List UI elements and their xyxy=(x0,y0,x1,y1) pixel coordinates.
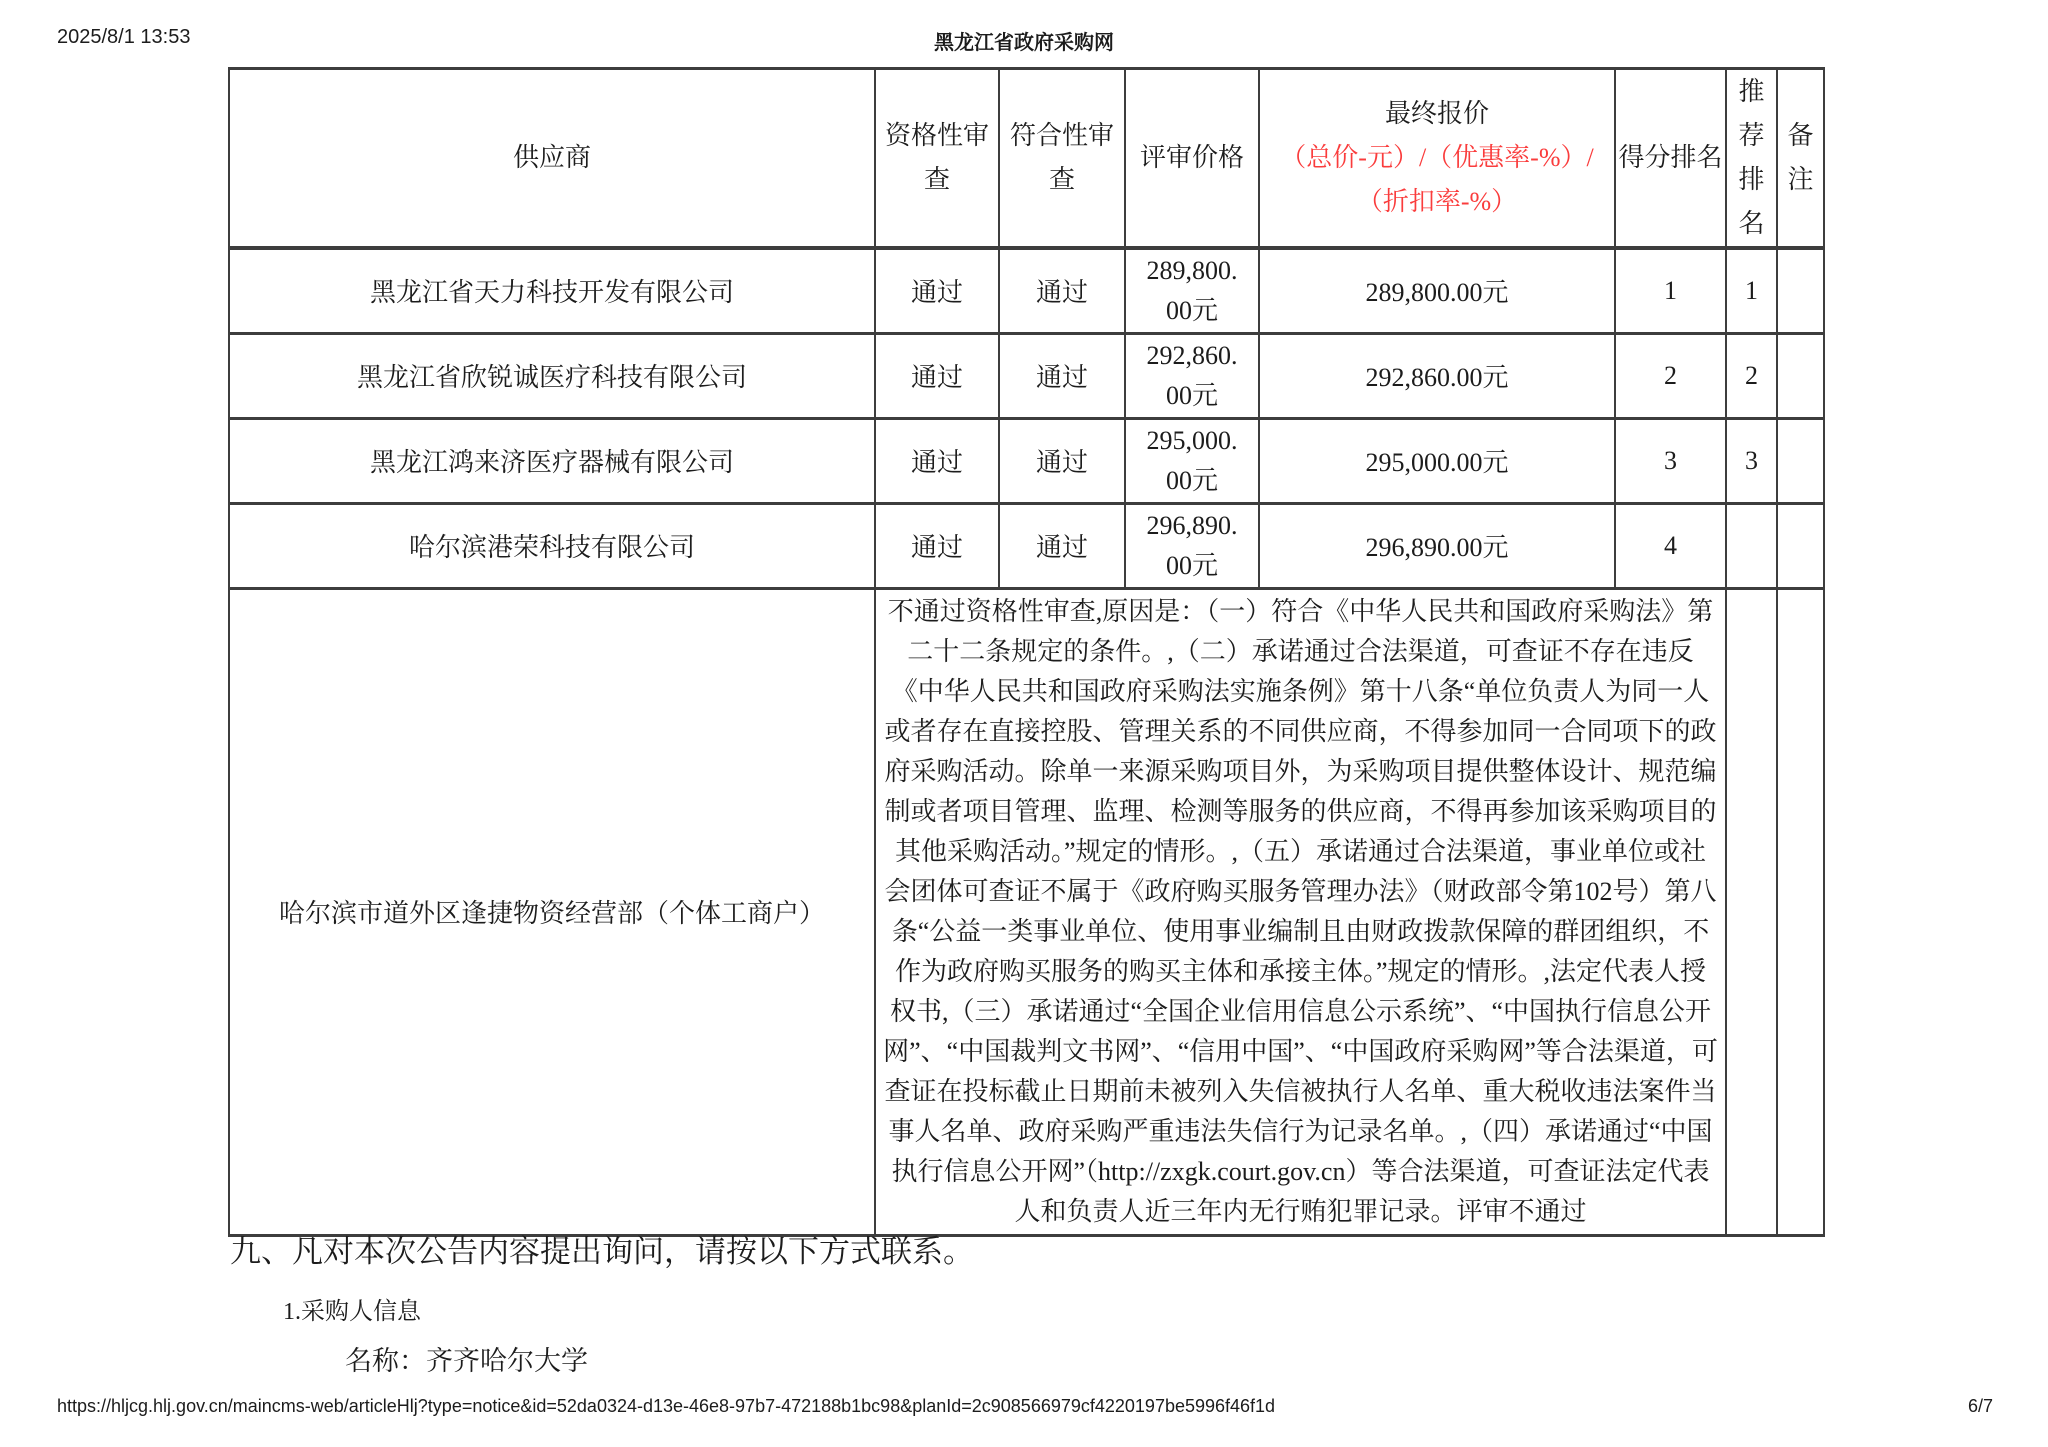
cell-remark xyxy=(1777,503,1824,588)
evaluation-table xyxy=(228,67,1825,1237)
cell-supplier: 黑龙江鸿来济医疗器械有限公司 xyxy=(229,418,875,503)
cell-compliance: 通过 xyxy=(999,418,1125,503)
cell-supplier: 哈尔滨市道外区逢捷物资经营部（个体工商户） xyxy=(229,588,875,1235)
cell-remark xyxy=(1777,248,1824,333)
cell-review-price xyxy=(1125,503,1259,588)
cell-supplier: 哈尔滨港荣科技有限公司 xyxy=(229,503,875,588)
col-header-supplier: 供应商 xyxy=(229,69,875,249)
cell-qualification: 通过 xyxy=(875,333,999,418)
cell-recommend-rank xyxy=(1726,503,1777,588)
col-header-compliance-review: 符合性审查 xyxy=(999,69,1125,249)
buyer-name: 名称：齐齐哈尔大学 xyxy=(345,1346,588,1376)
cell-recommend-rank: 1 xyxy=(1726,248,1777,333)
cell-remark xyxy=(1777,333,1824,418)
cell-disqualification-reason: 不通过资格性审查,原因是：（一）符合《中华人民共和国政府采购法》第二十二条规定的条件。,（二）承诺通过合法渠道，可查证不存在违反《中华人民共和国政府采购法实施条例》第十八条“单位负责人为同一人或者存在直接控股、管理关系的不同供应商，不得参加同一合同项下的政府采购活动。除单一来源采购项目外，为采购项目提供整体设计、规范编制或者项目管理、监理、检测等服务的供应商，不得再参加该采购项目的其他采购活动。”规定的情形。,（五）承诺通过合法渠道，事业单位或社会团体可查证不属于《政府购买服务管理办法》（财政部令第102号）第八条“公益一类事业单位、使用事业编制且由财政拨款保障的群团组织，不作为政府购买服务的购买主体和承接主体。”规定的情形。,法定代表人授权书,（三）承诺通过“全国企业信用信息公示系统”、“中国执行信息公开网”、“中国裁判文书网”、“信用中国”、“中国政府采购网”等合法渠道，可查证在投标截止日期前未被列入失信被执行人名单、重大税收违法案件当事人名单、政府采购严重违法失信行为记录名单。,（四）承诺通过“中国执行信息公开网”（http://zxgk.court.gov.cn）等合法渠道，可查证法定代表人和负责人近三年内无行贿犯罪记录。评审不通过 xyxy=(875,588,1726,1235)
cell-qualification: 通过 xyxy=(875,418,999,503)
print-datetime: 2025/8/1 13:53 xyxy=(57,26,191,48)
cell-remark xyxy=(1777,588,1824,1235)
col-header-final-quote xyxy=(1259,69,1615,249)
col-header-recommend-rank: 推荐排名 xyxy=(1726,69,1777,249)
page-number: 6/7 xyxy=(1967,1396,1993,1416)
cell-final-quote: 289,800.00元 xyxy=(1259,248,1615,333)
table-row xyxy=(229,248,1824,333)
cell-supplier: 黑龙江省欣锐诚医疗科技有限公司 xyxy=(229,333,875,418)
review-price-value: 296,890.00元 xyxy=(1146,510,1238,580)
table-row xyxy=(229,333,1824,418)
cell-supplier: 黑龙江省天力科技开发有限公司 xyxy=(229,248,875,333)
cell-recommend-rank: 3 xyxy=(1726,418,1777,503)
cell-qualification: 通过 xyxy=(875,248,999,333)
col-header-qualification-review: 资格性审查 xyxy=(875,69,999,249)
review-price-value: 295,000.00元 xyxy=(1146,425,1238,495)
table-row xyxy=(229,503,1824,588)
cell-review-price xyxy=(1125,418,1259,503)
cell-compliance: 通过 xyxy=(999,248,1125,333)
cell-final-quote: 295,000.00元 xyxy=(1259,418,1615,503)
col-header-review-price: 评审价格 xyxy=(1125,69,1259,249)
review-price-value: 289,800.00元 xyxy=(1146,255,1238,325)
col-header-score-rank: 得分排名 xyxy=(1615,69,1726,249)
cell-final-quote: 296,890.00元 xyxy=(1259,503,1615,588)
cell-score-rank: 2 xyxy=(1615,333,1726,418)
cell-remark xyxy=(1777,418,1824,503)
cell-review-price xyxy=(1125,333,1259,418)
buyer-info-label: 1.采购人信息 xyxy=(283,1299,421,1325)
cell-score-rank: 1 xyxy=(1615,248,1726,333)
col-header-remark: 备注 xyxy=(1777,69,1824,249)
review-price-value: 292,860.00元 xyxy=(1146,340,1238,410)
table-header-row xyxy=(229,69,1824,249)
final-quote-title: 最终报价 xyxy=(1384,99,1489,128)
cell-final-quote: 292,860.00元 xyxy=(1259,333,1615,418)
cell-review-price xyxy=(1125,248,1259,333)
cell-score-rank: 4 xyxy=(1615,503,1726,588)
table-row xyxy=(229,418,1824,503)
section-nine-heading: 九、凡对本次公告内容提出询问，请按以下方式联系。 xyxy=(230,1234,974,1269)
cell-qualification: 通过 xyxy=(875,503,999,588)
cell-recommend-rank: 2 xyxy=(1726,333,1777,418)
print-footer-url: https://hljcg.hlj.gov.cn/maincms-web/articleHlj?type=notice&id=52da0324-d13e-46e8-97b7-472188b1bc98&planId=2c908566979cf4220197be5996f46f1d xyxy=(57,1396,1276,1416)
cell-score-rank: 3 xyxy=(1615,418,1726,503)
cell-compliance: 通过 xyxy=(999,333,1125,418)
cell-recommend-rank xyxy=(1726,588,1777,1235)
cell-compliance: 通过 xyxy=(999,503,1125,588)
table-row-disqualified xyxy=(229,588,1824,1235)
final-quote-subtitle: （总价-元）/（优惠率-%）/（折扣率-%） xyxy=(1280,143,1594,216)
site-title: 黑龙江省政府采购网 xyxy=(934,32,1114,54)
